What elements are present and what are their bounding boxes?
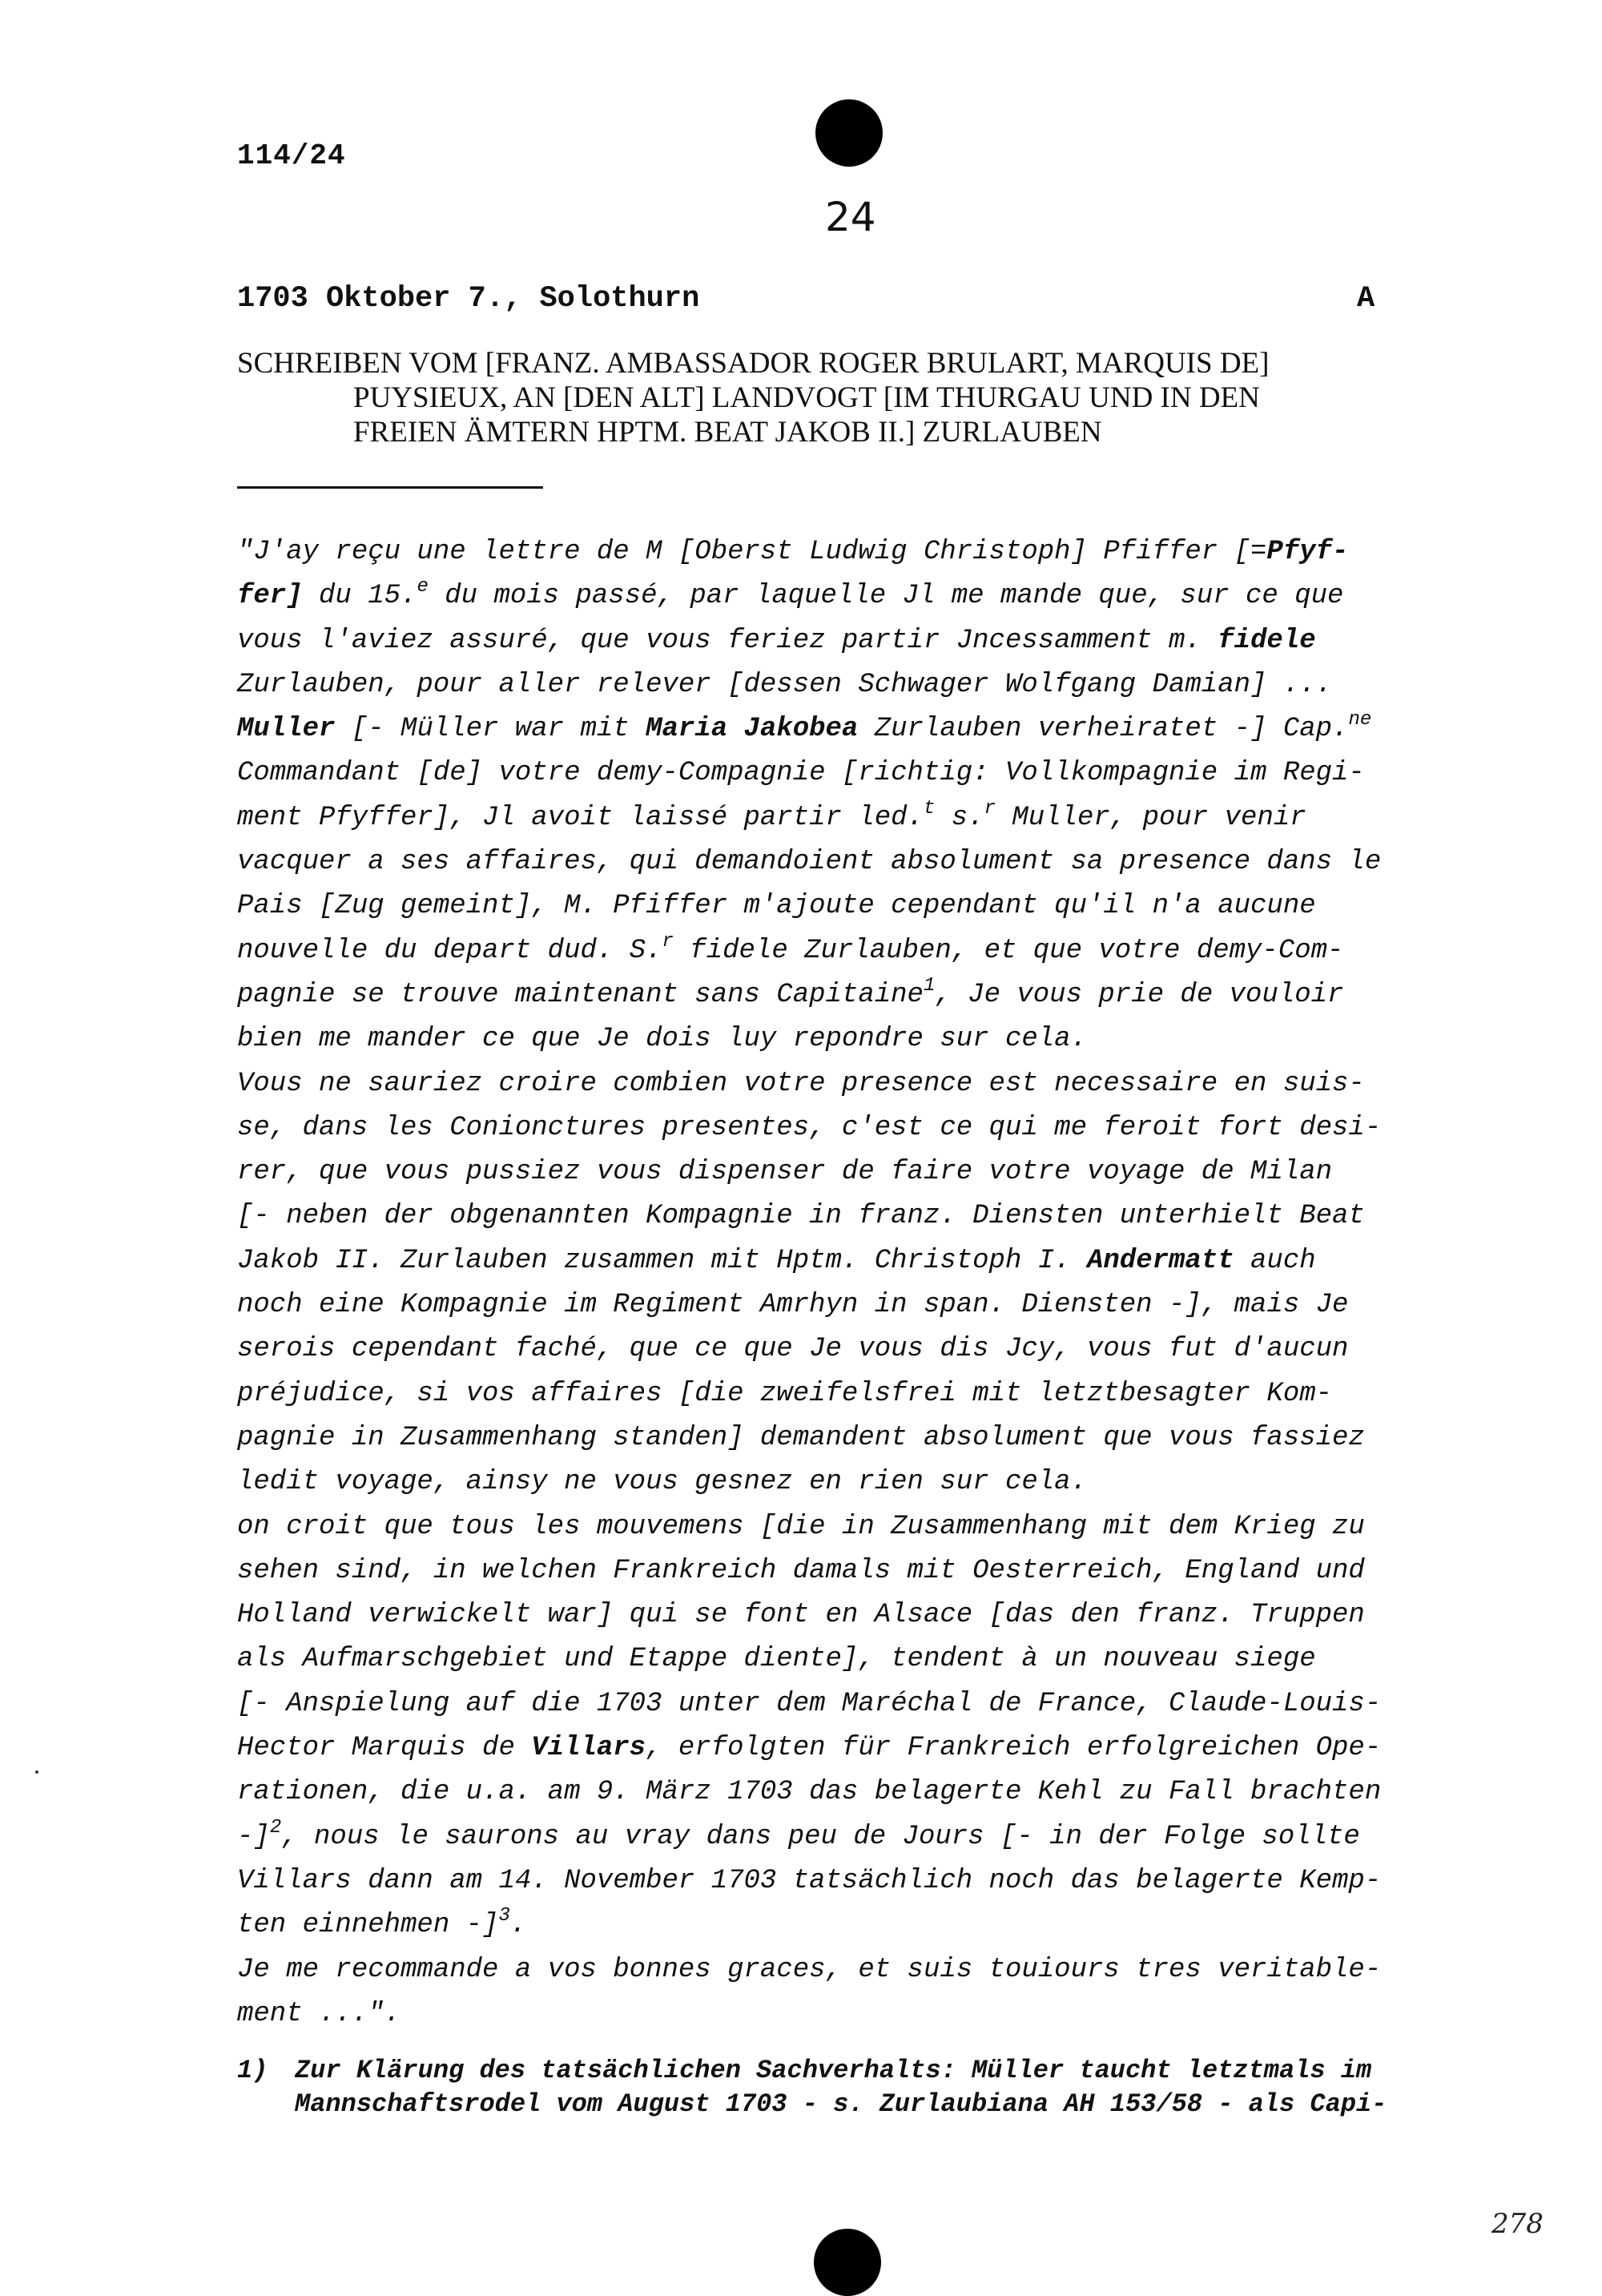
body-line: on croit que tous les mouvemens [die in Zusammenhang mit dem Krieg zu [237, 1511, 1365, 1542]
text-run-bold: Villars [531, 1733, 646, 1764]
text-run: s. [935, 802, 984, 833]
body-line [237, 1903, 1471, 1948]
handwritten-document-number: 24 [825, 194, 876, 240]
body-line: ment ...". [237, 1998, 401, 2029]
body-line [237, 929, 1471, 973]
body-line: vacquer a ses affaires, qui demandoient absolument sa presence dans le [237, 847, 1382, 878]
page-number-stamp: 278 [1491, 2208, 1544, 2240]
text-run: du 15. [302, 581, 417, 612]
body-line: bien me mander ce que Je dois luy repondre sur cela. [237, 1024, 1087, 1055]
text-run-bold: Andermatt [1086, 1245, 1234, 1276]
body-line [237, 1239, 1471, 1283]
title-line-3: FREIEN ÄMTERN HPTM. BEAT JAKOB II.] ZURLAUBEN [353, 416, 1102, 449]
body-line [237, 707, 1471, 751]
text-run: fidele Zurlauben, et que votre demy-Com- [673, 935, 1344, 966]
body-line: Holland verwickelt war] qui se font en Alsace [das den franz. Truppen [237, 1600, 1365, 1631]
text-run: ten einnehmen -] [237, 1910, 499, 1941]
body-line [237, 796, 1471, 840]
text-run: , nous le saurons au vray dans peu de Jours [- in der Folge sollte [281, 1821, 1360, 1852]
text-run: , erfolgten für Frankreich erfolgreichen Ope- [646, 1733, 1382, 1764]
body-line: [- neben der obgenannten Kompagnie in franz. Diensten unterhielt Beat [237, 1201, 1365, 1232]
footnote-text: Zur Klärung des tatsächlichen Sachverhalts: Müller taucht letztmals im [295, 2056, 1372, 2085]
document-reference: 114/24 [237, 139, 346, 172]
body-line: Commandant [de] votre demy-Compagnie [richtig: Vollkompagnie im Regi- [237, 758, 1365, 789]
superscript: ne [1348, 709, 1372, 731]
body-line: rer, que vous pussiez vous dispenser de faire votre voyage de Milan [237, 1157, 1333, 1188]
body-line [237, 574, 1471, 618]
text-run: Jakob II. Zurlauben zusammen mit Hptm. Christoph I. [237, 1245, 1087, 1276]
body-line: pagnie in Zusammenhang standen] demandent absolument que vous fassiez [237, 1422, 1365, 1453]
body-line: noch eine Kompagnie im Regiment Amrhyn in span. Diensten -], mais Je [237, 1290, 1349, 1321]
title-line-2: PUYSIEUX, AN [DEN ALT] LANDVOGT [IM THURGAU UND IN DEN [353, 381, 1260, 414]
body-line: Pais [Zug gemeint], M. Pfiffer m'ajoute cependant qu'il n'a aucune [237, 891, 1316, 922]
text-run: Zurlauben verheiratet -] Cap. [858, 714, 1349, 745]
footnote-marker: 1 [923, 974, 936, 997]
punch-hole-top [815, 99, 883, 167]
text-run: [- Müller war mit [335, 714, 646, 745]
body-line: als Aufmarschgebiet und Etappe diente], tendent à un nouveau siege [237, 1644, 1316, 1675]
text-run: Hector Marquis de [237, 1733, 532, 1764]
text-run: . [509, 1910, 527, 1941]
text-run-bold: fer] [237, 581, 303, 612]
body-line [237, 1726, 1471, 1770]
text-run: , Je vous prie de vouloir [935, 979, 1344, 1010]
body-line: préjudice, si vos affaires [die zweifelsfrei mit letztbesagter Kom- [237, 1378, 1333, 1409]
footnote-marker: 2 [269, 1816, 282, 1839]
text-run: pagnie se trouve maintenant sans Capitaine [237, 979, 924, 1010]
footnote-marker: 3 [498, 1905, 510, 1927]
footnote [237, 2054, 1479, 2121]
body-line [237, 973, 1471, 1017]
body-line: serois cependant faché, que ce que Je vous dis Jcy, vous fut d'aucun [237, 1334, 1349, 1365]
body-line: rationen, die u.a. am 9. März 1703 das belagerte Kehl zu Fall brachten [237, 1777, 1382, 1808]
separator-rule [237, 486, 543, 489]
text-run: -] [237, 1821, 270, 1852]
body-line [237, 619, 1471, 663]
text-run-bold: fidele [1218, 625, 1316, 656]
text-run: Muller, pour venir [995, 802, 1306, 833]
title-line-1: SCHREIBEN VOM [FRANZ. AMBASSADOR ROGER BRULART, MARQUIS DE] [237, 347, 1270, 380]
text-run: ment Pfyffer], Jl avoit laissé partir led. [237, 802, 924, 833]
text-run-bold: Maria Jakobea [646, 714, 859, 745]
punch-hole-bottom [814, 2229, 881, 2296]
body-line: sehen sind, in welchen Frankreich damals mit Oesterreich, England und [237, 1555, 1365, 1586]
date-place-line: 1703 Oktober 7., Solothurn [237, 282, 700, 316]
body-line: se, dans les Conionctures presentes, c'est ce qui me feroit fort desi- [237, 1112, 1382, 1143]
footnote-line-1 [237, 2054, 1479, 2088]
document-title [237, 346, 1423, 449]
text-run: vous l'aviez assuré, que vous feriez partir Jncessamment m. [237, 625, 1218, 656]
body-line: Vous ne sauriez croire combien votre presence est necessaire en suis- [237, 1068, 1365, 1099]
text-run: nouvelle du depart dud. S. [237, 935, 662, 966]
footnote-number: 1) [237, 2056, 268, 2085]
superscript: t [923, 797, 936, 820]
body-line: Villars dann am 14. November 1703 tatsächlich noch das belagerte Kemp- [237, 1865, 1382, 1896]
text-run: auch [1234, 1245, 1316, 1276]
letter-transcription [237, 530, 1471, 2036]
body-line [237, 530, 1471, 574]
body-line: Je me recommande a vos bonnes graces, et suis touiours tres veritable- [237, 1954, 1382, 1985]
body-line: [- Anspielung auf die 1703 unter dem Maréchal de France, Claude-Louis- [237, 1688, 1382, 1719]
text-run: "J'ay reçu une lettre de M [Oberst Ludwig Christoph] Pfiffer [= [237, 537, 1267, 567]
superscript: r [984, 797, 996, 820]
superscript: e [417, 576, 429, 598]
superscript: r [662, 930, 674, 953]
text-run-bold: Pfyf- [1266, 537, 1349, 567]
version-letter: A [1357, 282, 1375, 316]
body-line: Zurlauben, pour aller relever [dessen Schwager Wolfgang Damian] ... [237, 669, 1333, 700]
text-run-bold: Muller [237, 714, 336, 745]
body-line [237, 1815, 1471, 1859]
text-run: du mois passé, par laquelle Jl me mande que, sur ce que [428, 581, 1344, 612]
scan-speck [35, 1770, 38, 1774]
footnote-line-2: Mannschaftsrodel vom August 1703 - s. Zurlaubiana AH 153/58 - als Capi- [295, 2089, 1387, 2119]
body-line: ledit voyage, ainsy ne vous gesnez en rien sur cela. [237, 1467, 1087, 1498]
